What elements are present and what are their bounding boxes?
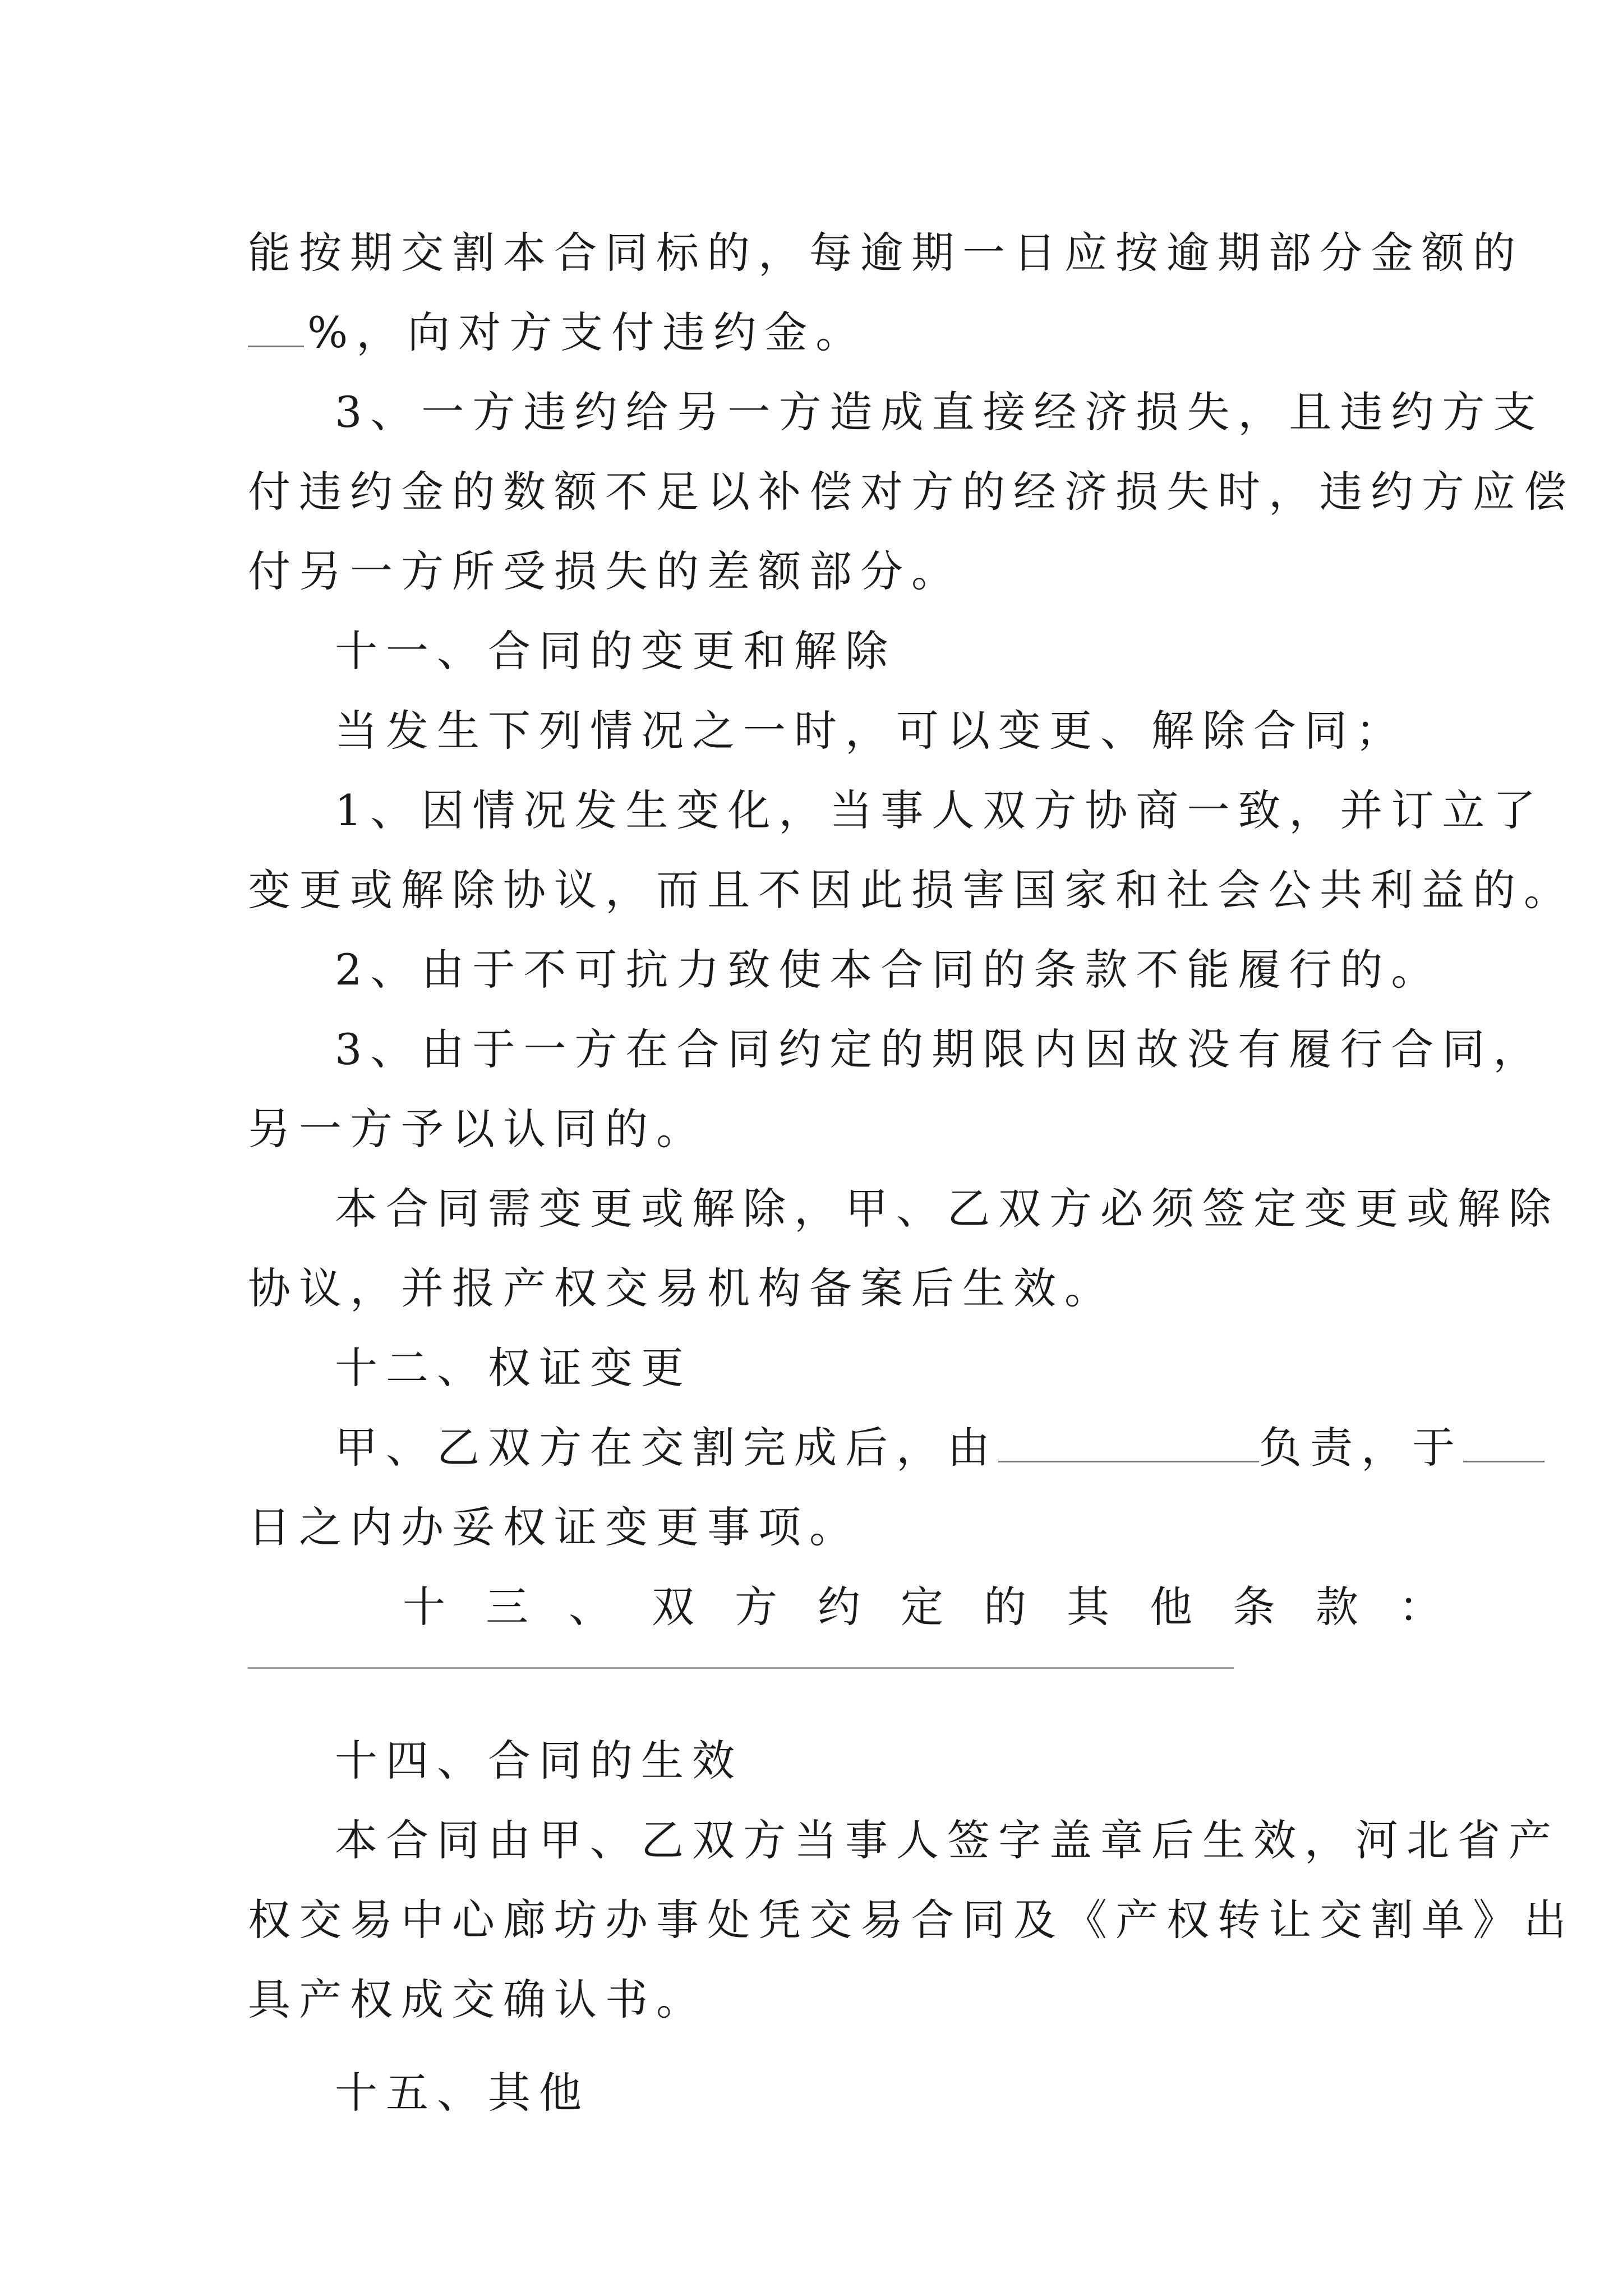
- other-terms-blank-row: [248, 1647, 1386, 1721]
- contract-page: [248, 213, 1575, 2133]
- certificate-change-line: [248, 1408, 1463, 1488]
- penalty-rate-text: %，向对方支付违约金。: [307, 307, 867, 357]
- certificate-change-text-1: 甲、乙双方在交割完成后，由: [335, 1423, 998, 1473]
- certificate-change-text-2: 负责，于: [1259, 1423, 1463, 1473]
- paragraph-line: 3、由于一方在合同约定的期限内因故没有履行合同，: [335, 1024, 1544, 1074]
- paragraph-line: 具产权成交确认书。: [248, 1975, 707, 2024]
- paragraph-line: 本合同需变更或解除，甲、乙双方必须签定变更或解除: [335, 1184, 1560, 1234]
- penalty-percent-blank: [248, 306, 304, 347]
- section-heading-15: 十五、其他: [335, 2068, 590, 2118]
- section-heading-11: 十一、合同的变更和解除: [335, 626, 896, 676]
- other-terms-blank-line: [248, 1667, 1234, 1669]
- paragraph-line: 当发生下列情况之一时，可以变更、解除合同；: [335, 706, 1407, 756]
- paragraph-line: 能按期交割本合同标的，每逾期一日应按逾期部分金额的: [248, 228, 1524, 278]
- paragraph-line: 本合同由甲、乙双方当事人签字盖章后生效，河北省产: [335, 1815, 1560, 1865]
- paragraph-line: 变更或解除协议，而且不因此损害国家和社会公共利益的。: [248, 865, 1575, 915]
- penalty-rate-line: [248, 293, 1386, 372]
- paragraph-line: 付另一方所受损失的差额部分。: [248, 546, 962, 596]
- paragraph-line: 2、由于不可抗力致使本合同的条款不能履行的。: [335, 945, 1442, 995]
- paragraph-line: 3、一方违约给另一方造成直接经济损失，且违约方支: [335, 387, 1544, 437]
- section-heading-14: 十四、合同的生效: [335, 1736, 743, 1786]
- section-heading-12: 十二、权证变更: [335, 1343, 692, 1393]
- paragraph-line: 协议，并报产权交易机构备案后生效。: [248, 1263, 1115, 1313]
- paragraph-line: 另一方予以认同的。: [248, 1104, 707, 1154]
- paragraph-line: 权交易中心廊坊办事处凭交易合同及《产权转让交割单》出: [248, 1895, 1575, 1945]
- responsible-party-blank: [998, 1421, 1259, 1462]
- paragraph-line: 日之内办妥权证变更事项。: [248, 1502, 860, 1552]
- paragraph-line: 付违约金的数额不足以补偿对方的经济损失时，违约方应偿: [248, 467, 1575, 517]
- section-heading-13: 十三、双方约定的其他条款：: [403, 1582, 1482, 1632]
- days-blank: [1463, 1421, 1544, 1462]
- paragraph-line: 1、因情况发生变化，当事人双方协商一致，并订立了: [335, 785, 1544, 835]
